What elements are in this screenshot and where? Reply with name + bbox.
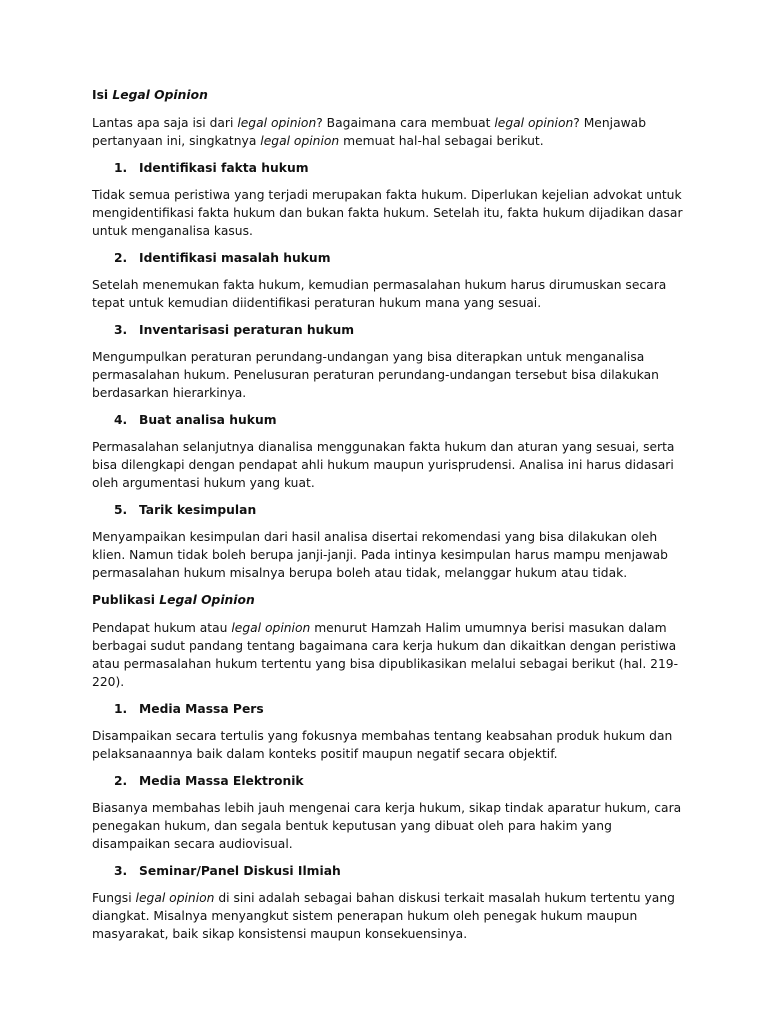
list-item-text: Disampaikan secara tertulis yang fokusnya membahas tentang keabsahan produk hukum dan pelaksanaannya baik dalam konteks positif maupun negatif secara objektif. (92, 729, 673, 761)
list-item-text: Permasalahan selanjutnya dianalisa menggunakan fakta hukum dan aturan yang sesuai, serta bisa dilengkapi dengan pendapat ahli hukum maupun yurisprudensi. Analisa ini harus didasari oleh argumentasi hukum yang kuat. (92, 440, 675, 490)
list-item-text: Menyampaikan kesimpulan dari hasil analisa disertai rekomendasi yang bisa dilakukan oleh klien. Namun tidak boleh berupa janji-janji. Pada intinya kesimpulan harus mampu menjawab permasalahan hukum misalnya berupa boleh atau tidak, melanggar hukum atau tidak. (92, 530, 668, 580)
list-item-text: Biasanya membahas lebih jauh mengenai cara kerja hukum, sikap tindak aparatur hukum, cara penegakan hukum, dan segala bentuk keputusan yang dibuat oleh para hakim yang disampaikan secara audiovisual. (92, 801, 682, 851)
list-item-heading: 3. Inventarisasi peraturan hukum (114, 323, 355, 337)
list-item-text: Mengumpulkan peraturan perundang-undangan yang bisa diterapkan untuk menganalisa permasalahan hukum. Penelusuran peraturan perundang-undangan tersebut bisa dilakukan berdasarkan hierarkinya. (92, 350, 659, 400)
list-item-heading: 2. Media Massa Elektronik (114, 774, 304, 788)
list-item-text: Tidak semua peristiwa yang terjadi merupakan fakta hukum. Diperlukan kejelian advokat untuk mengidentifikasi fakta hukum dan bukan fakta hukum. Setelah itu, fakta hukum dijadikan dasar untuk menganalisa kasus. (92, 188, 683, 238)
list-item-heading: 1. Identifikasi fakta hukum (114, 161, 309, 175)
intro-paragraph: Lantas apa saja isi dari legal opinion? Bagaimana cara membuat legal opinion? Menjawab pertanyaan ini, singkatnya legal opinion memuat hal-hal sebagai berikut. (92, 116, 647, 148)
list-item-text: Fungsi legal opinion di sini adalah sebagai bahan diskusi terkait masalah hukum tertentu yang diangkat. Misalnya menyangkut sistem penerapan hukum oleh penegak hukum maupun masyarakat, baik sikap konsistensi maupun konsekuensinya. (92, 891, 675, 941)
section-heading-publikasi: Publikasi Legal Opinion (92, 593, 255, 607)
list-item-heading: 1. Media Massa Pers (114, 702, 264, 716)
intro-paragraph: Pendapat hukum atau legal opinion menurut Hamzah Halim umumnya berisi masukan dalam berbagai sudut pandang tentang bagaimana cara kerja hukum dan dikaitkan dengan peristiwa atau permasalahan hukum tertentu yang bisa dipublikasikan melalui sebagai berikut (hal. 219-220). (92, 621, 679, 689)
list-item-heading: 3. Seminar/Panel Diskusi Ilmiah (114, 864, 341, 878)
list-item-heading: 4. Buat analisa hukum (114, 413, 277, 427)
section-heading-isi: Isi Legal Opinion (92, 88, 208, 102)
list-item-text: Setelah menemukan fakta hukum, kemudian permasalahan hukum harus dirumuskan secara tepat untuk kemudian diidentifikasi peraturan hukum mana yang sesuai. (92, 278, 667, 310)
list-item-heading: 2. Identifikasi masalah hukum (114, 251, 331, 265)
document-page (92, 86, 687, 952)
list-item-heading: 5. Tarik kesimpulan (114, 503, 257, 517)
